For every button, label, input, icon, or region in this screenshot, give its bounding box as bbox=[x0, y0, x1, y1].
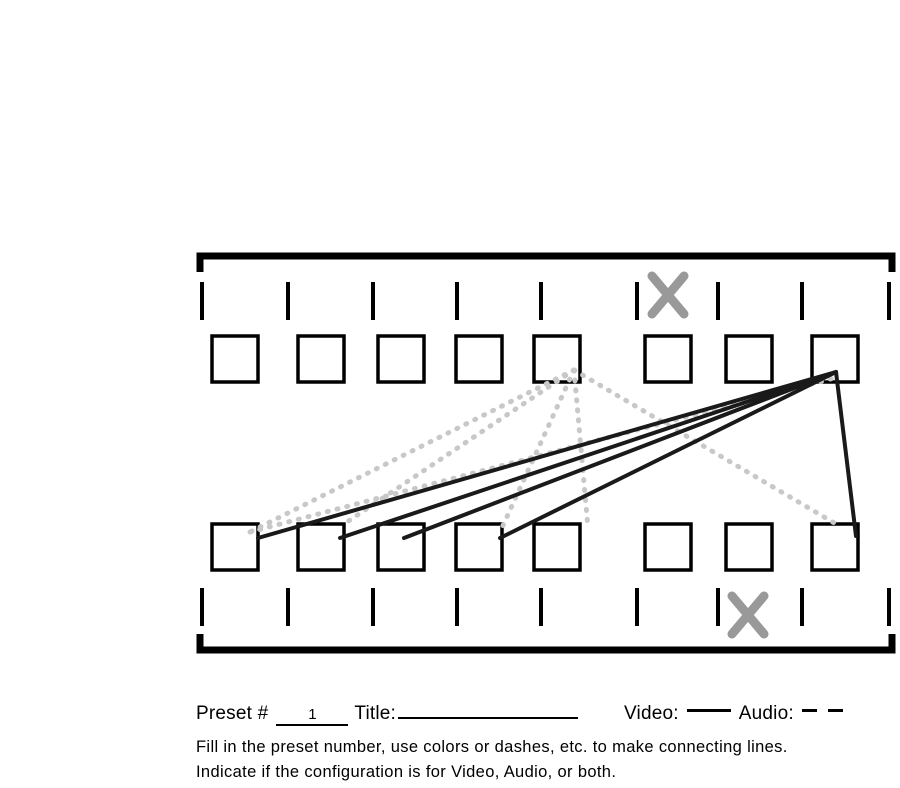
top-tick-marks bbox=[202, 282, 889, 320]
preset-form-row bbox=[196, 697, 886, 731]
preset-number-input[interactable]: 1 bbox=[276, 706, 348, 726]
jack-bottom-7 bbox=[726, 524, 772, 570]
title-input[interactable] bbox=[398, 697, 578, 719]
instructions-line-1: Fill in the preset number, use colors or dashes, etc. to make connecting lines. bbox=[196, 738, 788, 756]
audio-patch-lines bbox=[250, 370, 836, 532]
frame-bracket bbox=[200, 256, 892, 650]
preset-number-label: Preset # bbox=[196, 703, 269, 724]
title-label: Title: bbox=[354, 703, 397, 724]
jack-top-6 bbox=[645, 336, 691, 382]
jack-bottom-5 bbox=[534, 524, 580, 570]
jack-bottom-8 bbox=[812, 524, 858, 570]
instructions-block bbox=[196, 735, 896, 785]
jack-top-5 bbox=[534, 336, 580, 382]
video-line-swatch bbox=[687, 705, 731, 715]
jack-top-1 bbox=[212, 336, 258, 382]
top-jack-row bbox=[212, 336, 858, 382]
audio-line-swatch bbox=[802, 705, 846, 715]
jack-top-2 bbox=[298, 336, 344, 382]
jack-top-7 bbox=[726, 336, 772, 382]
jack-top-3 bbox=[378, 336, 424, 382]
instructions-line-2: Indicate if the configuration is for Video, Audio, or both. bbox=[196, 763, 617, 781]
bottom-jack-row bbox=[212, 524, 858, 570]
video-legend-label: Video: bbox=[624, 703, 679, 724]
jack-bottom-4 bbox=[456, 524, 502, 570]
video-patch-lines bbox=[258, 372, 856, 538]
jack-bottom-2 bbox=[298, 524, 344, 570]
jack-top-4 bbox=[456, 336, 502, 382]
bottom-tick-marks bbox=[202, 588, 889, 626]
jack-bottom-6 bbox=[645, 524, 691, 570]
audio-legend-label: Audio: bbox=[738, 703, 794, 724]
x-mark-top-icon bbox=[652, 276, 684, 314]
x-mark-bottom-icon bbox=[732, 596, 764, 634]
